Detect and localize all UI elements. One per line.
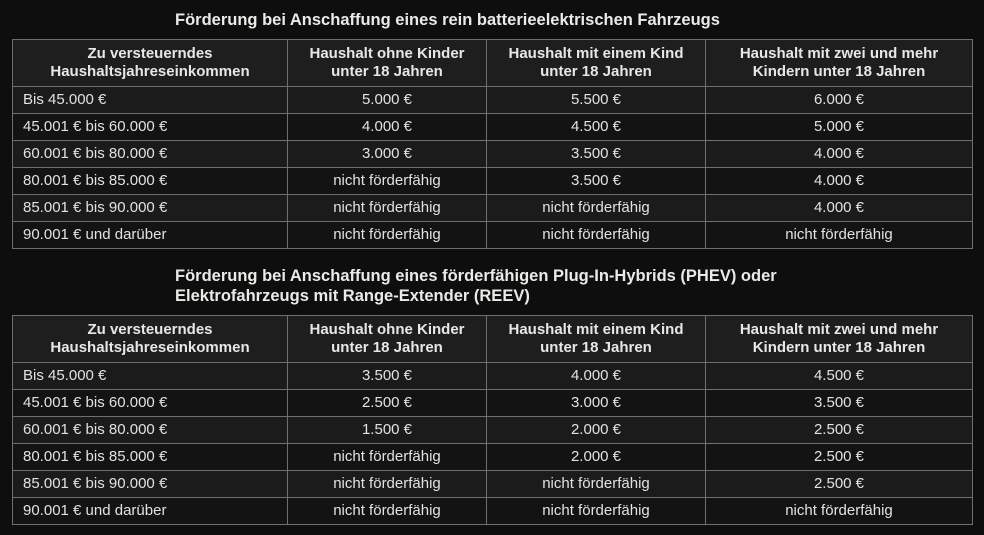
subsidy-cell: 2.500 € xyxy=(288,390,487,417)
subsidy-cell: 5.000 € xyxy=(288,87,487,114)
income-band-cell: 80.001 € bis 85.000 € xyxy=(13,444,288,471)
table-row xyxy=(13,222,973,249)
subsidy-cell: 3.500 € xyxy=(706,390,973,417)
subsidy-cell: 1.500 € xyxy=(288,417,487,444)
subsidy-cell: 3.500 € xyxy=(487,168,706,195)
subsidy-cell: nicht förderfähig xyxy=(288,498,487,525)
subsidy-cell: 3.000 € xyxy=(288,141,487,168)
column-header-one-child: Haushalt mit einem Kind unter 18 Jahren xyxy=(487,40,706,87)
subsidy-cell: nicht förderfähig xyxy=(706,498,973,525)
income-band-cell: 90.001 € und darüber xyxy=(13,498,288,525)
table-row xyxy=(13,471,973,498)
subsidy-cell: 3.000 € xyxy=(487,390,706,417)
subsidy-cell: 4.500 € xyxy=(706,363,973,390)
subsidy-cell: nicht förderfähig xyxy=(706,222,973,249)
subsidy-cell: nicht förderfähig xyxy=(487,498,706,525)
subsidy-cell: 4.000 € xyxy=(706,141,973,168)
table-row xyxy=(13,390,973,417)
bev-section-title: Förderung bei Anschaffung eines rein batterieelektrischen Fahrzeugs xyxy=(175,11,720,29)
header-row xyxy=(13,40,973,87)
subsidy-cell: nicht förderfähig xyxy=(487,471,706,498)
subsidy-cell: nicht förderfähig xyxy=(487,195,706,222)
subsidy-cell: 4.000 € xyxy=(706,195,973,222)
income-band-cell: Bis 45.000 € xyxy=(13,363,288,390)
subsidy-cell: 3.500 € xyxy=(288,363,487,390)
table-row xyxy=(13,363,973,390)
subsidy-cell: 2.500 € xyxy=(706,471,973,498)
subsidy-cell: 3.500 € xyxy=(487,141,706,168)
table-row xyxy=(13,87,973,114)
subsidy-cell: nicht förderfähig xyxy=(288,444,487,471)
table-row xyxy=(13,417,973,444)
column-header-one-child: Haushalt mit einem Kind unter 18 Jahren xyxy=(487,316,706,363)
column-header-income: Zu versteuerndes Haushaltsjahreseinkommen xyxy=(13,40,288,87)
subsidy-cell: 4.000 € xyxy=(288,114,487,141)
table-row xyxy=(13,444,973,471)
subsidy-cell: nicht förderfähig xyxy=(288,168,487,195)
income-band-cell: 85.001 € bis 90.000 € xyxy=(13,471,288,498)
bev-subsidy-table xyxy=(12,39,973,249)
table-row xyxy=(13,168,973,195)
income-band-cell: 60.001 € bis 80.000 € xyxy=(13,417,288,444)
phev-subsidy-table xyxy=(12,315,973,525)
subsidy-cell: 2.000 € xyxy=(487,417,706,444)
phev-section-title-line1: Förderung bei Anschaffung eines förderfähigen Plug-In-Hybrids (PHEV) oder xyxy=(175,267,777,285)
subsidy-cell: 2.500 € xyxy=(706,417,973,444)
income-band-cell: 45.001 € bis 60.000 € xyxy=(13,114,288,141)
subsidy-cell: nicht förderfähig xyxy=(288,222,487,249)
subsidy-cell: 4.500 € xyxy=(487,114,706,141)
column-header-no-children: Haushalt ohne Kinder unter 18 Jahren xyxy=(288,40,487,87)
column-header-income: Zu versteuerndes Haushaltsjahreseinkommen xyxy=(13,316,288,363)
income-band-cell: 85.001 € bis 90.000 € xyxy=(13,195,288,222)
subsidy-cell: 2.000 € xyxy=(487,444,706,471)
phev-section-title xyxy=(12,249,972,315)
income-band-cell: 45.001 € bis 60.000 € xyxy=(13,390,288,417)
table-row xyxy=(13,141,973,168)
column-header-two-plus-children: Haushalt mit zwei und mehr Kindern unter 18 Jahren xyxy=(706,40,973,87)
subsidy-cell: nicht förderfähig xyxy=(487,222,706,249)
subsidy-cell: nicht förderfähig xyxy=(288,195,487,222)
subsidy-cell: nicht förderfähig xyxy=(288,471,487,498)
subsidy-cell: 4.000 € xyxy=(487,363,706,390)
header-row xyxy=(13,316,973,363)
table-row xyxy=(13,498,973,525)
column-header-no-children: Haushalt ohne Kinder unter 18 Jahren xyxy=(288,316,487,363)
table-row xyxy=(13,114,973,141)
income-band-cell: Bis 45.000 € xyxy=(13,87,288,114)
column-header-two-plus-children: Haushalt mit zwei und mehr Kindern unter 18 Jahren xyxy=(706,316,973,363)
subsidy-cell: 6.000 € xyxy=(706,87,973,114)
subsidy-cell: 4.000 € xyxy=(706,168,973,195)
income-band-cell: 80.001 € bis 85.000 € xyxy=(13,168,288,195)
subsidy-cell: 5.500 € xyxy=(487,87,706,114)
income-band-cell: 90.001 € und darüber xyxy=(13,222,288,249)
table-row xyxy=(13,195,973,222)
subsidy-cell: 2.500 € xyxy=(706,444,973,471)
phev-section-title-line2: Elektrofahrzeugs mit Range-Extender (REEV) xyxy=(175,287,530,305)
income-band-cell: 60.001 € bis 80.000 € xyxy=(13,141,288,168)
subsidy-cell: 5.000 € xyxy=(706,114,973,141)
